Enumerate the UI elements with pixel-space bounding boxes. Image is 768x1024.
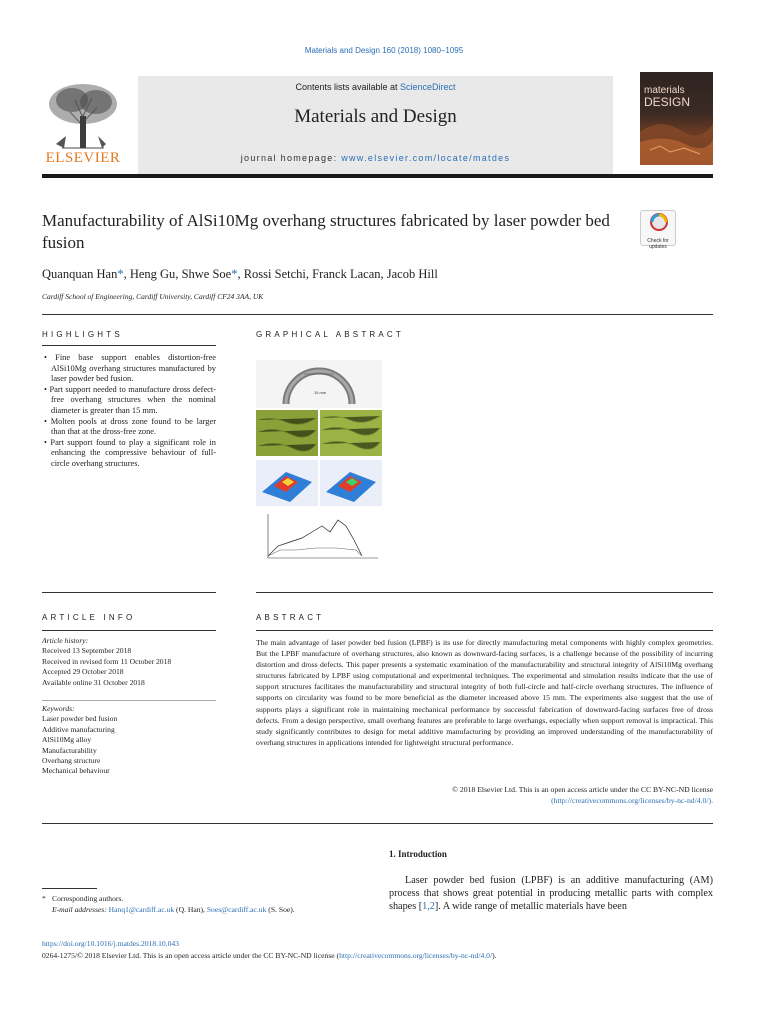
citation-link[interactable]: 1,2 xyxy=(422,901,435,913)
journal-title: Materials and Design xyxy=(294,106,457,127)
issn-end: ). xyxy=(492,951,497,960)
footnote-rule xyxy=(42,888,97,889)
title-rule xyxy=(42,314,713,315)
keyword-item: Mechanical behaviour xyxy=(42,766,110,776)
homepage-link[interactable]: www.elsevier.com/locate/matdes xyxy=(341,153,511,163)
highlight-item: • Part support needed to manufacture dross defect-free overhang structures when the nominal diameter is greater than 15 mm. xyxy=(42,385,216,417)
crossmark-label-1: Check for xyxy=(647,238,669,244)
ga-scale-label: 15 mm xyxy=(314,390,327,395)
highlights-list xyxy=(42,353,216,470)
author-name: Rossi Setchi xyxy=(243,267,306,281)
author-name: Quanquan Han xyxy=(42,267,118,281)
issn-line xyxy=(42,951,497,960)
email-owner: (S. Soe). xyxy=(266,905,295,914)
doi-link[interactable]: https://doi.org/10.1016/j.matdes.2018.10.043 xyxy=(42,939,179,948)
highlight-item: • Fine base support enables distortion-free AlSi10Mg overhang structures manufactured by laser powder bed fusion. xyxy=(42,353,216,385)
elsevier-wordmark: ELSEVIER xyxy=(45,150,121,166)
cover-title-line-1: materials xyxy=(644,85,685,96)
article-title: Manufacturability of AlSi10Mg overhang structures fabricated by laser powder bed fusion xyxy=(42,211,610,252)
journal-reference[interactable]: Materials and Design 160 (2018) 1080–1095 xyxy=(304,46,464,55)
introduction-heading: 1. Introduction xyxy=(389,849,447,859)
email-owner: (Q. Han), xyxy=(174,905,207,914)
corresponding-mark[interactable]: * xyxy=(117,267,124,281)
body-rule xyxy=(42,823,713,824)
email-link[interactable]: Hanq1@cardiff.ac.uk xyxy=(108,905,175,914)
keyword-item: Additive manufacturing xyxy=(42,724,115,734)
keywords xyxy=(42,704,216,777)
author-name: Shwe Soe xyxy=(181,267,232,281)
history-item: Available online 31 October 2018 xyxy=(42,677,145,687)
affiliation: Cardiff School of Engineering, Cardiff University, Cardiff CF24 3AA, UK xyxy=(42,292,264,301)
intro-text-end: ]. A wide range of metallic materials have been xyxy=(434,901,627,913)
highlight-item: • Molten pools at dross zone found to be larger than that at the dross-free zone. xyxy=(42,417,216,438)
email-link[interactable]: Soes@cardiff.ac.uk xyxy=(206,905,267,914)
abstract-copyright xyxy=(256,784,713,806)
keywords-label: Keywords: xyxy=(42,704,75,713)
abstract-rule xyxy=(256,630,713,631)
journal-homepage xyxy=(138,153,613,163)
article-history xyxy=(42,636,216,688)
history-item: Received in revised form 11 October 2018 xyxy=(42,656,172,666)
author-list: Quanquan Han*, Heng Gu, Shwe Soe*, Rossi Setchi, Franck Lacan, Jacob Hill xyxy=(42,267,438,281)
footnote-star-text: Corresponding authors. xyxy=(52,894,124,903)
license-link-bottom[interactable]: http://creativecommons.org/licenses/by-nc-nd/4.0/ xyxy=(339,951,493,960)
abstract-heading: ABSTRACT xyxy=(256,613,325,622)
issn-text: 0264-1275/© 2018 Elsevier Ltd. This is an open access article under the CC BY-NC-ND license ( xyxy=(42,951,340,960)
homepage-prefix: journal homepage: xyxy=(240,153,342,163)
header-rule xyxy=(42,174,713,178)
crossmark-icon xyxy=(641,211,677,233)
highlight-item: • Part support found to play a significant role in enhancing the compressive behaviour of full-circle overhang structures. xyxy=(42,438,216,470)
keyword-item: Manufacturability xyxy=(42,745,97,755)
keyword-item: Overhang structure xyxy=(42,756,101,766)
author-name: Heng Gu xyxy=(129,267,176,281)
cover-title xyxy=(644,86,710,108)
graphical-abstract-figure[interactable] xyxy=(256,360,382,570)
article-info-top-rule xyxy=(42,592,216,593)
introduction-paragraph xyxy=(389,874,713,914)
graphical-abstract-heading: GRAPHICAL ABSTRACT xyxy=(256,330,404,339)
article-info-heading: ARTICLE INFO xyxy=(42,613,136,622)
corresponding-footnote: * Corresponding authors. E-mail addresses: Hanq1@cardiff.ac.uk (Q. Han), Soes@cardiff.ac.uk (S. Soe). xyxy=(42,894,295,914)
cover-title-line-2: DESIGN xyxy=(644,95,691,109)
article-info-rule xyxy=(42,630,216,631)
contents-prefix: Contents lists available at xyxy=(295,82,401,92)
copyright-text: © 2018 Elsevier Ltd. This is an open access article under the CC BY-NC-ND license xyxy=(452,785,713,794)
keywords-rule xyxy=(42,700,216,701)
history-item: Accepted 29 October 2018 xyxy=(42,667,124,677)
author-name: Jacob Hill xyxy=(386,267,438,281)
author-name: Franck Lacan xyxy=(312,267,381,281)
corresponding-mark[interactable]: * xyxy=(231,267,238,281)
highlights-heading: HIGHLIGHTS xyxy=(42,330,123,339)
keyword-item: AlSi10Mg alloy xyxy=(42,735,92,745)
intro-text-start: Laser powder bed fusion (LPBF) is an additive manufacturing (AM) process that shows great potential in producing metallic parts with complex shapes [ xyxy=(389,875,713,913)
history-item: Received 13 September 2018 xyxy=(42,646,132,656)
abstract-text: The main advantage of laser powder bed fusion (LPBF) is its use for directly manufacturing metal components with highly complex geometries. But the LPBF manufacture of overhang structures, also known as downward-facing surfaces, is a challenge because of the possibility of incurring distortion and dross defects. This paper presents a systematic examination of the manufacturability and structural integrity of AlSi10Mg overhang structures fabricated by LPBF using computational and experimental techniques. The experimental and simulation results indicate that the use of support structures facilitates the manufacturability and structural integrity of both full-circle and half-circle overhang structures. The influence of supports on circularity was found to be more beneficial as the diameter increased above 15 mm. The experiments also suggest that the use of supports plays a significant role in maintaining mechanical performance by successful fabrication of downward-facing surfaces free of dross defects. From a design perspective, small overhang features are preferable to large overhangs, especially when support removal is impractical. This study significantly contributes to design for metal additive manufacturing by providing an improved understanding of the manufacturability of overhang structures in applications intended for lightweight structural performance. xyxy=(256,638,713,747)
crossmark-label-2: updates xyxy=(649,244,667,250)
highlights-rule xyxy=(42,345,216,346)
history-label: Article history: xyxy=(42,636,89,645)
license-link[interactable]: (http://creativecommons.org/licenses/by-nc-nd/4.0/). xyxy=(551,796,713,805)
sciencedirect-link[interactable]: ScienceDirect xyxy=(400,82,456,92)
check-for-updates-badge[interactable] xyxy=(640,210,676,250)
keyword-item: Laser powder bed fusion xyxy=(42,714,118,724)
abstract-top-rule xyxy=(256,592,713,593)
contents-line xyxy=(138,82,613,92)
email-label: E-mail addresses: xyxy=(52,905,107,914)
